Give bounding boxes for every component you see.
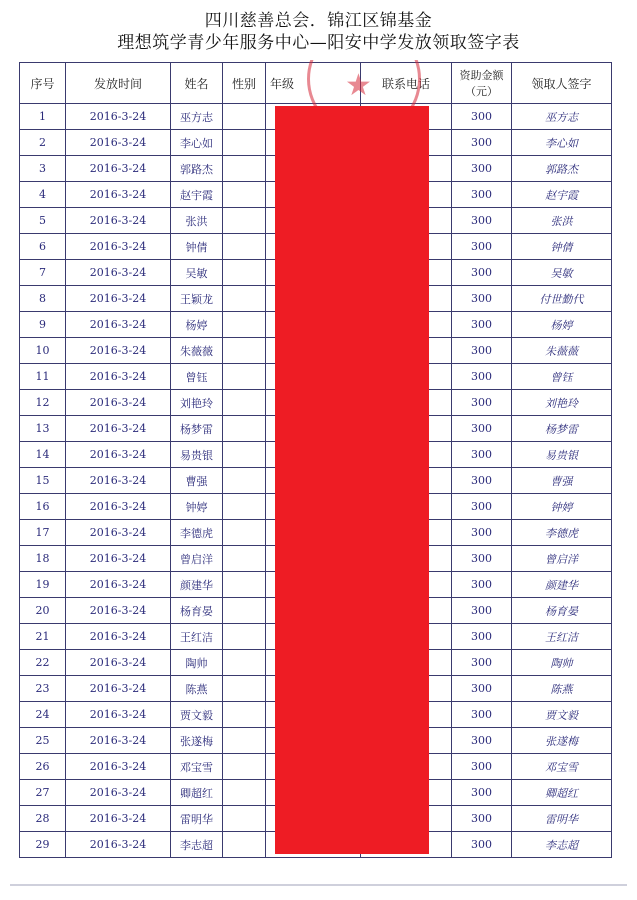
row-seq: 20 bbox=[20, 598, 66, 624]
row-gender bbox=[223, 806, 266, 832]
row-name: 杨婷 bbox=[171, 312, 223, 338]
row-seq: 7 bbox=[20, 260, 66, 286]
row-gender bbox=[223, 546, 266, 572]
row-signature: 易贵银 bbox=[512, 442, 612, 468]
row-gender bbox=[223, 754, 266, 780]
row-signature: 杨育晏 bbox=[512, 598, 612, 624]
header-amount bbox=[452, 63, 512, 104]
row-amount: 300 bbox=[452, 806, 512, 832]
row-amount: 300 bbox=[452, 390, 512, 416]
redaction-block bbox=[275, 106, 429, 854]
row-gender bbox=[223, 832, 266, 858]
row-date: 2016-3-24 bbox=[66, 338, 171, 364]
row-gender bbox=[223, 468, 266, 494]
row-name: 王颖龙 bbox=[171, 286, 223, 312]
header-gender: 性别 bbox=[223, 63, 266, 104]
row-date: 2016-3-24 bbox=[66, 208, 171, 234]
row-gender bbox=[223, 364, 266, 390]
header-name: 姓名 bbox=[171, 63, 223, 104]
row-amount: 300 bbox=[452, 598, 512, 624]
row-seq: 14 bbox=[20, 442, 66, 468]
row-date: 2016-3-24 bbox=[66, 780, 171, 806]
row-date: 2016-3-24 bbox=[66, 156, 171, 182]
row-name: 陈燕 bbox=[171, 676, 223, 702]
row-amount: 300 bbox=[452, 780, 512, 806]
row-name: 易贵银 bbox=[171, 442, 223, 468]
row-signature: 曾钰 bbox=[512, 364, 612, 390]
row-seq: 15 bbox=[20, 468, 66, 494]
row-date: 2016-3-24 bbox=[66, 754, 171, 780]
row-amount: 300 bbox=[452, 546, 512, 572]
row-signature: 陶帅 bbox=[512, 650, 612, 676]
row-name: 吴敏 bbox=[171, 260, 223, 286]
row-name: 贾文毅 bbox=[171, 702, 223, 728]
header-seq: 序号 bbox=[20, 63, 66, 104]
row-gender bbox=[223, 728, 266, 754]
row-date: 2016-3-24 bbox=[66, 572, 171, 598]
row-amount: 300 bbox=[452, 286, 512, 312]
row-amount: 300 bbox=[452, 182, 512, 208]
row-date: 2016-3-24 bbox=[66, 598, 171, 624]
header-amount-label: 资助金额 bbox=[459, 69, 504, 82]
row-seq: 23 bbox=[20, 676, 66, 702]
row-amount: 300 bbox=[452, 416, 512, 442]
row-gender bbox=[223, 624, 266, 650]
row-gender bbox=[223, 130, 266, 156]
row-name: 张洪 bbox=[171, 208, 223, 234]
row-seq: 2 bbox=[20, 130, 66, 156]
row-gender bbox=[223, 676, 266, 702]
row-seq: 24 bbox=[20, 702, 66, 728]
row-date: 2016-3-24 bbox=[66, 832, 171, 858]
row-date: 2016-3-24 bbox=[66, 312, 171, 338]
row-amount: 300 bbox=[452, 260, 512, 286]
row-gender bbox=[223, 182, 266, 208]
row-name: 钟婷 bbox=[171, 494, 223, 520]
row-signature: 卿超红 bbox=[512, 780, 612, 806]
row-seq: 17 bbox=[20, 520, 66, 546]
row-amount: 300 bbox=[452, 494, 512, 520]
row-seq: 10 bbox=[20, 338, 66, 364]
row-seq: 26 bbox=[20, 754, 66, 780]
row-gender bbox=[223, 598, 266, 624]
row-seq: 13 bbox=[20, 416, 66, 442]
row-signature: 王红洁 bbox=[512, 624, 612, 650]
row-date: 2016-3-24 bbox=[66, 520, 171, 546]
row-signature: 巫方志 bbox=[512, 104, 612, 130]
row-seq: 12 bbox=[20, 390, 66, 416]
row-date: 2016-3-24 bbox=[66, 416, 171, 442]
row-date: 2016-3-24 bbox=[66, 234, 171, 260]
row-amount: 300 bbox=[452, 104, 512, 130]
row-date: 2016-3-24 bbox=[66, 130, 171, 156]
row-seq: 6 bbox=[20, 234, 66, 260]
row-signature: 朱薇薇 bbox=[512, 338, 612, 364]
row-seq: 25 bbox=[20, 728, 66, 754]
row-gender bbox=[223, 494, 266, 520]
row-signature: 赵宇霞 bbox=[512, 182, 612, 208]
row-seq: 16 bbox=[20, 494, 66, 520]
row-amount: 300 bbox=[452, 468, 512, 494]
row-gender bbox=[223, 650, 266, 676]
row-amount: 300 bbox=[452, 312, 512, 338]
row-name: 曹强 bbox=[171, 468, 223, 494]
row-date: 2016-3-24 bbox=[66, 494, 171, 520]
header-signature: 领取人签字 bbox=[512, 63, 612, 104]
row-signature: 邓宝雪 bbox=[512, 754, 612, 780]
row-seq: 28 bbox=[20, 806, 66, 832]
row-signature: 曹强 bbox=[512, 468, 612, 494]
row-seq: 3 bbox=[20, 156, 66, 182]
row-date: 2016-3-24 bbox=[66, 468, 171, 494]
row-name: 曾钰 bbox=[171, 364, 223, 390]
row-signature: 吴敏 bbox=[512, 260, 612, 286]
row-seq: 8 bbox=[20, 286, 66, 312]
header-row bbox=[20, 63, 612, 104]
row-seq: 11 bbox=[20, 364, 66, 390]
row-name: 陶帅 bbox=[171, 650, 223, 676]
row-seq: 9 bbox=[20, 312, 66, 338]
row-name: 杨梦雷 bbox=[171, 416, 223, 442]
row-amount: 300 bbox=[452, 650, 512, 676]
row-signature: 张遂梅 bbox=[512, 728, 612, 754]
title-line-2: 理想筑学青少年服务中心—阳安中学发放领取签字表 bbox=[117, 33, 520, 53]
row-gender bbox=[223, 390, 266, 416]
row-amount: 300 bbox=[452, 156, 512, 182]
row-amount: 300 bbox=[452, 234, 512, 260]
row-amount: 300 bbox=[452, 702, 512, 728]
row-amount: 300 bbox=[452, 338, 512, 364]
row-amount: 300 bbox=[452, 676, 512, 702]
header-phone: 联系电话 bbox=[361, 63, 452, 104]
row-date: 2016-3-24 bbox=[66, 728, 171, 754]
row-gender bbox=[223, 260, 266, 286]
row-gender bbox=[223, 416, 266, 442]
row-name: 郭路杰 bbox=[171, 156, 223, 182]
row-name: 李德虎 bbox=[171, 520, 223, 546]
row-amount: 300 bbox=[452, 572, 512, 598]
row-amount: 300 bbox=[452, 624, 512, 650]
title-line-1: 四川慈善总会．锦江区锦基金 bbox=[204, 11, 433, 31]
row-date: 2016-3-24 bbox=[66, 442, 171, 468]
row-name: 颜建华 bbox=[171, 572, 223, 598]
row-date: 2016-3-24 bbox=[66, 676, 171, 702]
row-signature: 李志超 bbox=[512, 832, 612, 858]
row-date: 2016-3-24 bbox=[66, 104, 171, 130]
row-signature: 张洪 bbox=[512, 208, 612, 234]
row-name: 李心如 bbox=[171, 130, 223, 156]
row-amount: 300 bbox=[452, 754, 512, 780]
row-date: 2016-3-24 bbox=[66, 806, 171, 832]
row-signature: 李德虎 bbox=[512, 520, 612, 546]
row-gender bbox=[223, 442, 266, 468]
row-name: 雷明华 bbox=[171, 806, 223, 832]
row-date: 2016-3-24 bbox=[66, 702, 171, 728]
row-signature: 杨梦雷 bbox=[512, 416, 612, 442]
row-seq: 4 bbox=[20, 182, 66, 208]
row-seq: 27 bbox=[20, 780, 66, 806]
row-amount: 300 bbox=[452, 442, 512, 468]
row-amount: 300 bbox=[452, 520, 512, 546]
row-name: 邓宝雪 bbox=[171, 754, 223, 780]
row-seq: 5 bbox=[20, 208, 66, 234]
row-signature: 刘艳玲 bbox=[512, 390, 612, 416]
row-gender bbox=[223, 286, 266, 312]
header-grade: 年级 bbox=[266, 63, 361, 104]
row-name: 刘艳玲 bbox=[171, 390, 223, 416]
row-gender bbox=[223, 572, 266, 598]
row-amount: 300 bbox=[452, 208, 512, 234]
row-gender bbox=[223, 338, 266, 364]
row-seq: 18 bbox=[20, 546, 66, 572]
row-seq: 19 bbox=[20, 572, 66, 598]
header-date: 发放时间 bbox=[66, 63, 171, 104]
row-seq: 21 bbox=[20, 624, 66, 650]
row-signature: 曾启洋 bbox=[512, 546, 612, 572]
row-signature: 贾文毅 bbox=[512, 702, 612, 728]
row-amount: 300 bbox=[452, 832, 512, 858]
row-name: 李志超 bbox=[171, 832, 223, 858]
row-date: 2016-3-24 bbox=[66, 624, 171, 650]
row-name: 卿超红 bbox=[171, 780, 223, 806]
row-signature: 杨婷 bbox=[512, 312, 612, 338]
row-gender bbox=[223, 156, 266, 182]
row-signature: 钟倩 bbox=[512, 234, 612, 260]
row-gender bbox=[223, 208, 266, 234]
row-amount: 300 bbox=[452, 364, 512, 390]
row-name: 朱薇薇 bbox=[171, 338, 223, 364]
row-seq: 1 bbox=[20, 104, 66, 130]
header-amount-unit: （元） bbox=[465, 85, 498, 98]
row-date: 2016-3-24 bbox=[66, 260, 171, 286]
row-date: 2016-3-24 bbox=[66, 650, 171, 676]
row-amount: 300 bbox=[452, 728, 512, 754]
row-amount: 300 bbox=[452, 130, 512, 156]
row-signature: 颜建华 bbox=[512, 572, 612, 598]
row-name: 赵宇霞 bbox=[171, 182, 223, 208]
row-name: 巫方志 bbox=[171, 104, 223, 130]
row-date: 2016-3-24 bbox=[66, 286, 171, 312]
row-signature: 付世勤代 bbox=[512, 286, 612, 312]
row-seq: 22 bbox=[20, 650, 66, 676]
page-edge-line bbox=[10, 884, 627, 886]
row-name: 钟倩 bbox=[171, 234, 223, 260]
row-name: 杨育晏 bbox=[171, 598, 223, 624]
row-gender bbox=[223, 104, 266, 130]
row-name: 张遂梅 bbox=[171, 728, 223, 754]
row-gender bbox=[223, 312, 266, 338]
row-name: 王红洁 bbox=[171, 624, 223, 650]
row-gender bbox=[223, 780, 266, 806]
row-date: 2016-3-24 bbox=[66, 182, 171, 208]
row-signature: 陈燕 bbox=[512, 676, 612, 702]
row-name: 曾启洋 bbox=[171, 546, 223, 572]
row-seq: 29 bbox=[20, 832, 66, 858]
row-gender bbox=[223, 702, 266, 728]
row-signature: 钟婷 bbox=[512, 494, 612, 520]
row-signature: 李心如 bbox=[512, 130, 612, 156]
row-gender bbox=[223, 520, 266, 546]
row-date: 2016-3-24 bbox=[66, 364, 171, 390]
row-date: 2016-3-24 bbox=[66, 390, 171, 416]
seal-star-icon: ★ bbox=[345, 68, 372, 103]
row-date: 2016-3-24 bbox=[66, 546, 171, 572]
row-signature: 雷明华 bbox=[512, 806, 612, 832]
row-signature: 郭路杰 bbox=[512, 156, 612, 182]
row-gender bbox=[223, 234, 266, 260]
